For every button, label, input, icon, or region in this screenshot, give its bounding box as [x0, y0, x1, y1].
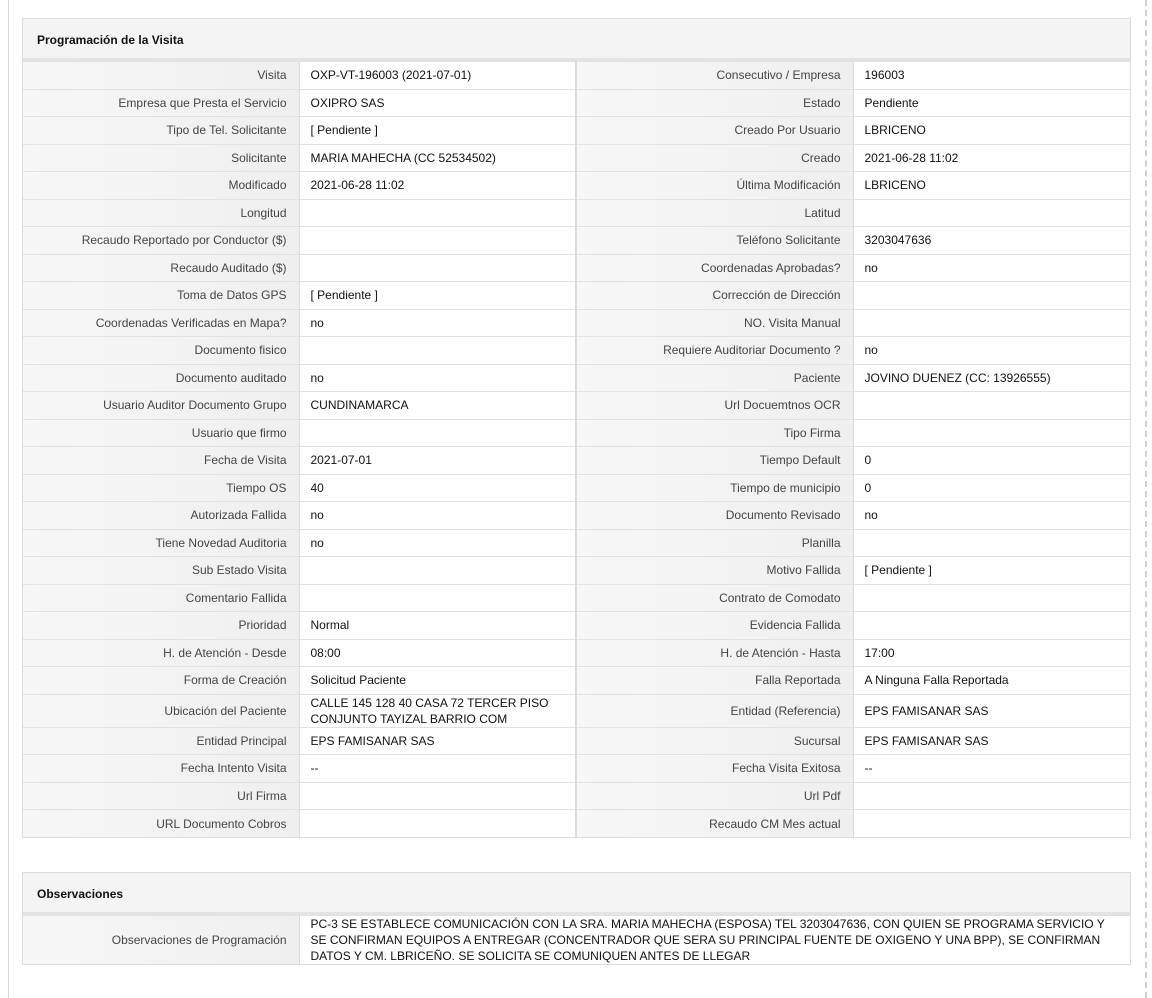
- observaciones-panel: [22, 872, 1131, 965]
- field-value: JOVINO DUENEZ (CC: 13926555): [853, 364, 1130, 392]
- table-row: [23, 144, 1130, 172]
- field-value: [299, 782, 576, 810]
- field-value: EPS FAMISANAR SAS: [299, 727, 576, 755]
- field-label: Paciente: [576, 364, 853, 392]
- field-label: Tiempo Default: [576, 447, 853, 475]
- table-row: [23, 755, 1130, 783]
- observaciones-table: [23, 915, 1130, 964]
- field-value: [299, 419, 576, 447]
- field-label: Recaudo Auditado ($): [23, 254, 299, 282]
- table-row: [23, 254, 1130, 282]
- table-row: [23, 916, 1130, 965]
- field-value: [853, 392, 1130, 420]
- programacion-panel-title: Programación de la Visita: [23, 19, 1130, 61]
- field-value: --: [853, 755, 1130, 783]
- table-row: [23, 199, 1130, 227]
- field-label: Url Pdf: [576, 782, 853, 810]
- table-row: [23, 447, 1130, 475]
- field-label: Longitud: [23, 199, 299, 227]
- field-label: Tiene Novedad Auditoria: [23, 529, 299, 557]
- field-label: Url Firma: [23, 782, 299, 810]
- field-value: Normal: [299, 612, 576, 640]
- field-value: [853, 419, 1130, 447]
- field-label: Tiempo OS: [23, 474, 299, 502]
- field-value: MARIA MAHECHA (CC 52534502): [299, 144, 576, 172]
- table-row: [23, 392, 1130, 420]
- field-label: Estado: [576, 89, 853, 117]
- field-label: Teléfono Solicitante: [576, 227, 853, 255]
- field-label: Falla Reportada: [576, 667, 853, 695]
- field-label: Modificado: [23, 172, 299, 200]
- field-label: Recaudo CM Mes actual: [576, 810, 853, 838]
- page-right-dashed-border: [1145, 0, 1147, 998]
- table-row: [23, 782, 1130, 810]
- field-label: Fecha Visita Exitosa: [576, 755, 853, 783]
- field-label: NO. Visita Manual: [576, 309, 853, 337]
- field-label: Forma de Creación: [23, 667, 299, 695]
- table-row: [23, 309, 1130, 337]
- field-value: [853, 810, 1130, 838]
- table-row: [23, 584, 1130, 612]
- field-value: 17:00: [853, 639, 1130, 667]
- field-label: Autorizada Fallida: [23, 502, 299, 530]
- field-label: Comentario Fallida: [23, 584, 299, 612]
- field-label: Fecha Intento Visita: [23, 755, 299, 783]
- observaciones-label: Observaciones de Programación: [23, 916, 299, 965]
- field-label: Coordenadas Aprobadas?: [576, 254, 853, 282]
- field-label: Corrección de Dirección: [576, 282, 853, 310]
- field-value: 2021-06-28 11:02: [299, 172, 576, 200]
- field-value: 08:00: [299, 639, 576, 667]
- field-label: Planilla: [576, 529, 853, 557]
- table-row: [23, 172, 1130, 200]
- field-label: Tiempo de municipio: [576, 474, 853, 502]
- field-value: [299, 337, 576, 365]
- field-value: OXIPRO SAS: [299, 89, 576, 117]
- field-label: Recaudo Reportado por Conductor ($): [23, 227, 299, 255]
- field-value: 3203047636: [853, 227, 1130, 255]
- field-value: [853, 782, 1130, 810]
- field-value: no: [853, 254, 1130, 282]
- table-row: [23, 62, 1130, 90]
- field-value: no: [299, 502, 576, 530]
- field-label: Documento auditado: [23, 364, 299, 392]
- field-label: Tipo de Tel. Solicitante: [23, 117, 299, 145]
- field-label: Sub Estado Visita: [23, 557, 299, 585]
- field-label: Evidencia Fallida: [576, 612, 853, 640]
- field-label: Sucursal: [576, 727, 853, 755]
- field-value: 2021-07-01: [299, 447, 576, 475]
- table-row: [23, 694, 1130, 727]
- field-value: [853, 612, 1130, 640]
- field-label: Motivo Fallida: [576, 557, 853, 585]
- field-label: Contrato de Comodato: [576, 584, 853, 612]
- field-value: [299, 584, 576, 612]
- table-row: [23, 612, 1130, 640]
- field-value: [853, 199, 1130, 227]
- field-value: 0: [853, 447, 1130, 475]
- field-value: [853, 309, 1130, 337]
- field-value: no: [299, 364, 576, 392]
- observaciones-value: PC-3 SE ESTABLECE COMUNICACIÓN CON LA SRA. MARIA MAHECHA (ESPOSA) TEL 3203047636, CON QUIEN SE PROGRAMA SERVICIO Y SE CONFIRMAN EQUIPOS A ENTREGAR (CONCENTRADOR QUE SERA SU PRINCIPAL FUENTE DE OXIGENO Y UNA BPP), SE CONFIRMAN DATOS Y CM. LBRICEÑO. SE SOLICITA SE COMUNIQUEN ANTES DE LLEGAR: [299, 916, 1130, 965]
- table-row: [23, 282, 1130, 310]
- field-label: Entidad (Referencia): [576, 694, 853, 727]
- field-value: [299, 557, 576, 585]
- field-value: no: [853, 337, 1130, 365]
- table-row: [23, 117, 1130, 145]
- field-label: Url Docuemtnos OCR: [576, 392, 853, 420]
- field-value: LBRICENO: [853, 117, 1130, 145]
- table-row: [23, 364, 1130, 392]
- field-label: Creado Por Usuario: [576, 117, 853, 145]
- field-label: Solicitante: [23, 144, 299, 172]
- field-value: 2021-06-28 11:02: [853, 144, 1130, 172]
- field-value: Solicitud Paciente: [299, 667, 576, 695]
- field-value: [299, 254, 576, 282]
- field-value: [299, 810, 576, 838]
- field-value: [853, 584, 1130, 612]
- field-value: EPS FAMISANAR SAS: [853, 727, 1130, 755]
- table-row: [23, 89, 1130, 117]
- field-label: Fecha de Visita: [23, 447, 299, 475]
- field-label: Usuario Auditor Documento Grupo: [23, 392, 299, 420]
- table-row: [23, 502, 1130, 530]
- table-row: [23, 337, 1130, 365]
- field-value: LBRICENO: [853, 172, 1130, 200]
- field-label: Prioridad: [23, 612, 299, 640]
- field-label: H. de Atención - Hasta: [576, 639, 853, 667]
- field-label: Toma de Datos GPS: [23, 282, 299, 310]
- field-value: [299, 199, 576, 227]
- page-left-border: [8, 0, 9, 998]
- field-label: Documento Revisado: [576, 502, 853, 530]
- field-value: 0: [853, 474, 1130, 502]
- field-label: Consecutivo / Empresa: [576, 62, 853, 90]
- field-value: 40: [299, 474, 576, 502]
- field-label: Usuario que firmo: [23, 419, 299, 447]
- field-label: Documento fisico: [23, 337, 299, 365]
- table-row: [23, 727, 1130, 755]
- field-value: no: [299, 309, 576, 337]
- field-value: Pendiente: [853, 89, 1130, 117]
- programacion-panel: [22, 18, 1131, 838]
- field-label: Visita: [23, 62, 299, 90]
- field-label: H. de Atención - Desde: [23, 639, 299, 667]
- field-label: Entidad Principal: [23, 727, 299, 755]
- field-value: no: [299, 529, 576, 557]
- field-value: [299, 227, 576, 255]
- table-row: [23, 810, 1130, 838]
- field-value: no: [853, 502, 1130, 530]
- field-label: Creado: [576, 144, 853, 172]
- field-label: Última Modificación: [576, 172, 853, 200]
- table-row: [23, 419, 1130, 447]
- table-row: [23, 667, 1130, 695]
- field-value: OXP-VT-196003 (2021-07-01): [299, 62, 576, 90]
- table-row: [23, 557, 1130, 585]
- field-value: [853, 282, 1130, 310]
- field-value: [ Pendiente ]: [853, 557, 1130, 585]
- field-value: [853, 529, 1130, 557]
- table-row: [23, 474, 1130, 502]
- field-value: A Ninguna Falla Reportada: [853, 667, 1130, 695]
- table-row: [23, 227, 1130, 255]
- field-value: --: [299, 755, 576, 783]
- field-label: Requiere Auditoriar Documento ?: [576, 337, 853, 365]
- field-value: CALLE 145 128 40 CASA 72 TERCER PISO CONJUNTO TAYIZAL BARRIO COM: [299, 694, 576, 727]
- field-label: Ubicación del Paciente: [23, 694, 299, 727]
- field-value: CUNDINAMARCA: [299, 392, 576, 420]
- table-row: [23, 639, 1130, 667]
- field-value: EPS FAMISANAR SAS: [853, 694, 1130, 727]
- table-row: [23, 529, 1130, 557]
- field-label: Empresa que Presta el Servicio: [23, 89, 299, 117]
- field-label: Coordenadas Verificadas en Mapa?: [23, 309, 299, 337]
- programacion-table: [23, 61, 1130, 837]
- field-value: [ Pendiente ]: [299, 282, 576, 310]
- field-value: 196003: [853, 62, 1130, 90]
- field-label: Latitud: [576, 199, 853, 227]
- field-label: Tipo Firma: [576, 419, 853, 447]
- field-label: URL Documento Cobros: [23, 810, 299, 838]
- observaciones-panel-title: Observaciones: [23, 873, 1130, 915]
- field-value: [ Pendiente ]: [299, 117, 576, 145]
